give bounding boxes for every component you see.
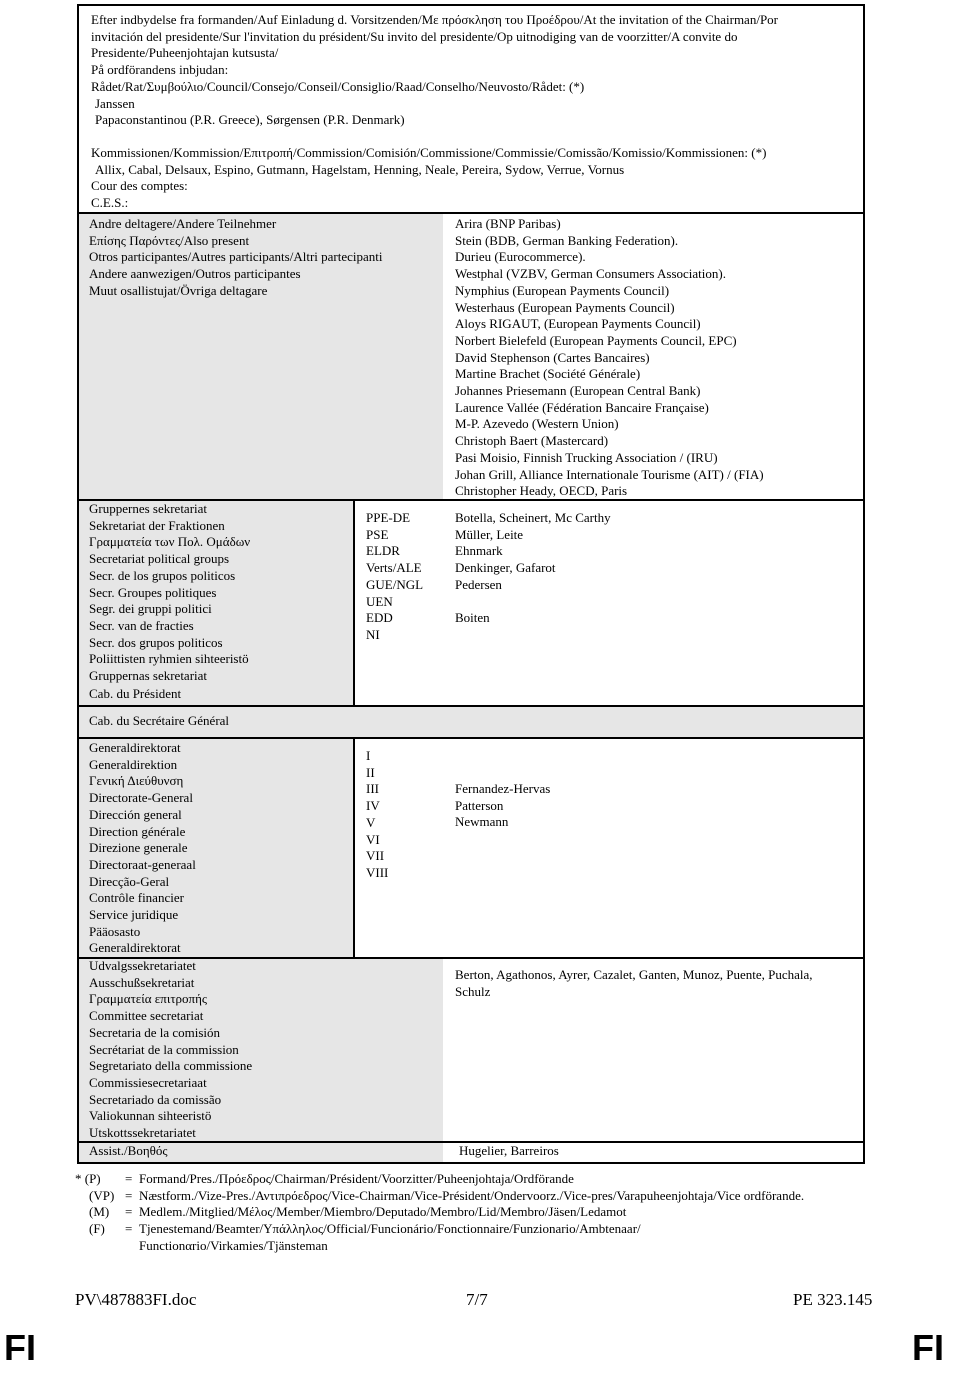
invitation-line: Efter indbydelse fra formanden/Auf Einladung d. Vorsitzenden/Με πρόσκληση του Προέδρου/At the invitation of the Chairman/Por (91, 12, 779, 27)
doc-reference: PV\487883FI.doc (75, 1290, 197, 1309)
list-item: Pasi Moisio, Finnish Trucking Association / (IRU) (455, 449, 718, 465)
groups-label: Gruppernas sekretariat (89, 668, 208, 684)
commission-members: Allix, Cabal, Delsaux, Espino, Gutmann, Hagelstam, Henning, Neale, Pereira, Sydow, Verrue, Vornus (95, 161, 625, 177)
participants-label: Andre deltagere/Andere Teilnehmer (89, 216, 277, 231)
dg-label: Generaldirektion (89, 756, 178, 772)
list-item: Berton, Agathonos, Ayrer, Cazalet, Ganten, Munoz, Puente, Puchala, (455, 967, 813, 982)
dg-code: V (366, 814, 376, 830)
list-item: Patterson (455, 797, 504, 813)
page-number: 7/7 (466, 1290, 488, 1309)
attendance-table-border (77, 212, 865, 1164)
list-item: Müller, Leite (455, 526, 524, 542)
list-item: Stein (BDB, German Banking Federation). (455, 232, 679, 248)
footnote-mark: (VP) (89, 1187, 115, 1203)
groups-label: Γραμματεία των Πολ. Ομάδων (89, 534, 251, 550)
list-item: Christopher Heady, OECD, Paris (455, 483, 628, 499)
groups-label: Secr. van de fracties (89, 617, 194, 633)
pe-reference: PE 323.145 (793, 1290, 873, 1309)
attendance-header-box (77, 4, 865, 214)
list-item: David Stephenson (Cartes Bancaires) (455, 349, 650, 365)
groups-label: Segr. dei gruppi politici (89, 601, 212, 617)
dg-label: Service juridique (89, 907, 179, 923)
group-code: PPE-DE (366, 510, 411, 525)
list-item: Aloys RIGAUT, (European Payments Council) (455, 316, 701, 332)
footnote-text: Functionαrio/Virkamies/Tjänsteman (139, 1237, 328, 1253)
commission-label: Kommissionen/Kommission/Επιτροπή/Commission/Comisión/Commissione/Commissie/Comissão/Komissio/Kommissionen: (*) (91, 144, 767, 160)
dg-label: Γενική Διεύθυνση (89, 773, 184, 789)
committee-label: Secrétariat de la commission (89, 1041, 239, 1057)
committee-label: Secretariado da comissão (89, 1091, 222, 1107)
invitation-line: invitación del presidente/Sur l'invitation du président/Su invito del presidente/Op uitnodiging van de voorzitter/A convite do (91, 28, 738, 44)
list-item: Johan Grill, Alliance Internationale Tourisme (AIT) / (FIA) (455, 466, 764, 482)
group-code: EDD (366, 610, 393, 626)
footnote-text: Formand/Pres./Πρόεδρος/Chairman/Président/Voorzitter/Puheenjohtaja/Ordförande (139, 1171, 574, 1186)
list-item: Christoph Baert (Mastercard) (455, 433, 609, 449)
list-item: Fernandez-Hervas (455, 781, 551, 796)
group-code: ELDR (366, 543, 400, 559)
committee-label: Secretaria de la comisión (89, 1024, 221, 1040)
group-code: Verts/ALE (366, 560, 422, 576)
groups-label: Poliittisten ryhmien sihteeristö (89, 651, 249, 667)
list-item: Durieu (Eurocommerce). (455, 249, 586, 265)
committee-label: Valiokunnan sihteeristö (89, 1108, 212, 1124)
list-item: M-P. Azevedo (Western Union) (455, 416, 619, 432)
list-item: Boiten (455, 610, 490, 626)
list-item: Schulz (455, 983, 491, 999)
ces-label: C.E.S.: (91, 195, 129, 211)
dg-code: I (366, 748, 371, 763)
court-of-auditors-label: Cour des comptes: (91, 178, 188, 194)
list-item: Denkinger, Gafarot (455, 560, 556, 576)
footnote-text: Tjenestemand/Beamter/Υπάλληλος/Official/Funcionário/Fonctionnaire/Funzionario/Ambtenaar/ (139, 1221, 641, 1237)
groups-label: Secr. dos grupos politicos (89, 634, 223, 650)
list-item: Westerhaus (European Payments Council) (455, 299, 675, 315)
groups-label: Gruppernes sekretariat (89, 501, 208, 516)
invitation-line: Presidente/Puheenjohtajan kutsusta/ (91, 45, 279, 61)
group-code: NI (366, 626, 380, 642)
language-code-right: FI (912, 1327, 944, 1368)
dg-code: VIII (366, 864, 389, 880)
groups-label: Secr. Groupes politiques (89, 584, 217, 600)
footnote-text: Næstform./Vize-Pres./Αντιπρόεδρος/Vice-Chairman/Vice-Président/Ondervoorz./Vice-pres/Varapuheenjohtaja/Vice ordförande. (139, 1187, 805, 1203)
cab-sg-label: Cab. du Secrétaire Général (89, 713, 230, 728)
dg-label: Generaldirektorat (89, 740, 181, 755)
language-code-left: FI (4, 1327, 36, 1368)
dg-label: Direzione generale (89, 840, 188, 856)
list-item: Johannes Priesemann (European Central Bank) (455, 383, 701, 399)
footnotes (75, 1171, 804, 1255)
council-member: Janssen (95, 95, 135, 111)
footnote-eq: = (125, 1204, 133, 1220)
list-item: Pedersen (455, 576, 502, 592)
dg-label: Dirección general (89, 806, 182, 822)
dg-label: Directoraat-generaal (89, 856, 196, 872)
dg-code: VII (366, 848, 385, 864)
group-code: UEN (366, 593, 393, 609)
dg-code: II (366, 764, 375, 780)
committee-label: Udvalgssekretariatet (89, 958, 196, 973)
dg-code: IV (366, 798, 380, 814)
committee-label: Commissiesecretariaat (89, 1074, 207, 1090)
dg-code: III (366, 781, 379, 797)
committee-label: Segretariato della commissione (89, 1058, 253, 1074)
cab-president-label: Cab. du Président (89, 685, 182, 701)
groups-label: Sekretariat der Fraktionen (89, 517, 225, 533)
list-item: Norbert Bielefeld (European Payments Council, EPC) (455, 332, 737, 348)
list-item: Ehnmark (455, 543, 503, 559)
footnote-mark: * (P) (75, 1171, 101, 1186)
participants-label: Muut osallistujat/Övriga deltagare (89, 282, 268, 298)
list-item: Westphal (VZBV, German Consumers Association). (455, 266, 726, 282)
footnote-text: Medlem./Mitglied/Μέλος/Member/Miembro/Deputado/Membro/Lid/Membro/Jäsen/Ledamot (139, 1204, 627, 1220)
footnote-eq: = (125, 1171, 133, 1186)
participants-label: Otros participantes/Autres participants/Altri partecipanti (89, 249, 383, 265)
group-code: GUE/NGL (366, 576, 424, 592)
dg-code: VI (366, 831, 380, 847)
footnote-eq (125, 1238, 139, 1255)
list-item: Martine Brachet (Société Générale) (455, 366, 641, 382)
invitation-line: På ordförandens inbjudan: (91, 62, 229, 78)
list-item: Nymphius (European Payments Council) (455, 282, 670, 298)
footnote-eq: = (125, 1187, 133, 1203)
group-code: PSE (366, 526, 389, 542)
participants-label: Επίσης Παρόντες/Also present (89, 232, 250, 248)
dg-label: Directorate-General (89, 790, 193, 806)
footnote-mark (75, 1238, 125, 1255)
list-item: Laurence Vallée (Fédération Bancaire Française) (455, 399, 709, 415)
committee-label: Ausschußsekretariat (89, 974, 195, 990)
assist-label: Assist./Βοηθός (89, 1143, 168, 1158)
groups-label: Secretariat political groups (89, 551, 230, 567)
dg-label: Direction générale (89, 823, 186, 839)
dg-label: Generaldirektorat (89, 940, 181, 956)
dg-label: Pääosasto (89, 923, 141, 939)
council-member: Papaconstantinou (P.R. Greece), Sørgensen (P.R. Denmark) (95, 112, 405, 128)
committee-label: Γραμματεία επιτροπής (89, 991, 208, 1007)
participants-label: Andere aanwezigen/Outros participantes (89, 266, 301, 282)
council-label: Rådet/Rat/Συμβούλιο/Council/Consejo/Conseil/Consiglio/Raad/Conselho/Neuvosto/Rådet: (*) (91, 78, 585, 94)
footnote-mark: (M) (89, 1204, 110, 1220)
groups-label: Secr. de los grupos politicos (89, 567, 236, 583)
footnote-mark: (F) (89, 1221, 105, 1237)
footnote-eq: = (125, 1221, 133, 1237)
committee-label: Committee secretariat (89, 1008, 204, 1024)
list-item: Newmann (455, 814, 509, 830)
assist-names: Hugelier, Barreiros (459, 1143, 559, 1158)
list-item: Arira (BNP Paribas) (455, 216, 561, 231)
dg-label: Contrôle financier (89, 890, 184, 906)
list-item: Botella, Scheinert, Mc Carthy (455, 510, 611, 525)
committee-label: Utskottssekretariatet (89, 1125, 196, 1141)
dg-label: Direcção-Geral (89, 873, 170, 889)
